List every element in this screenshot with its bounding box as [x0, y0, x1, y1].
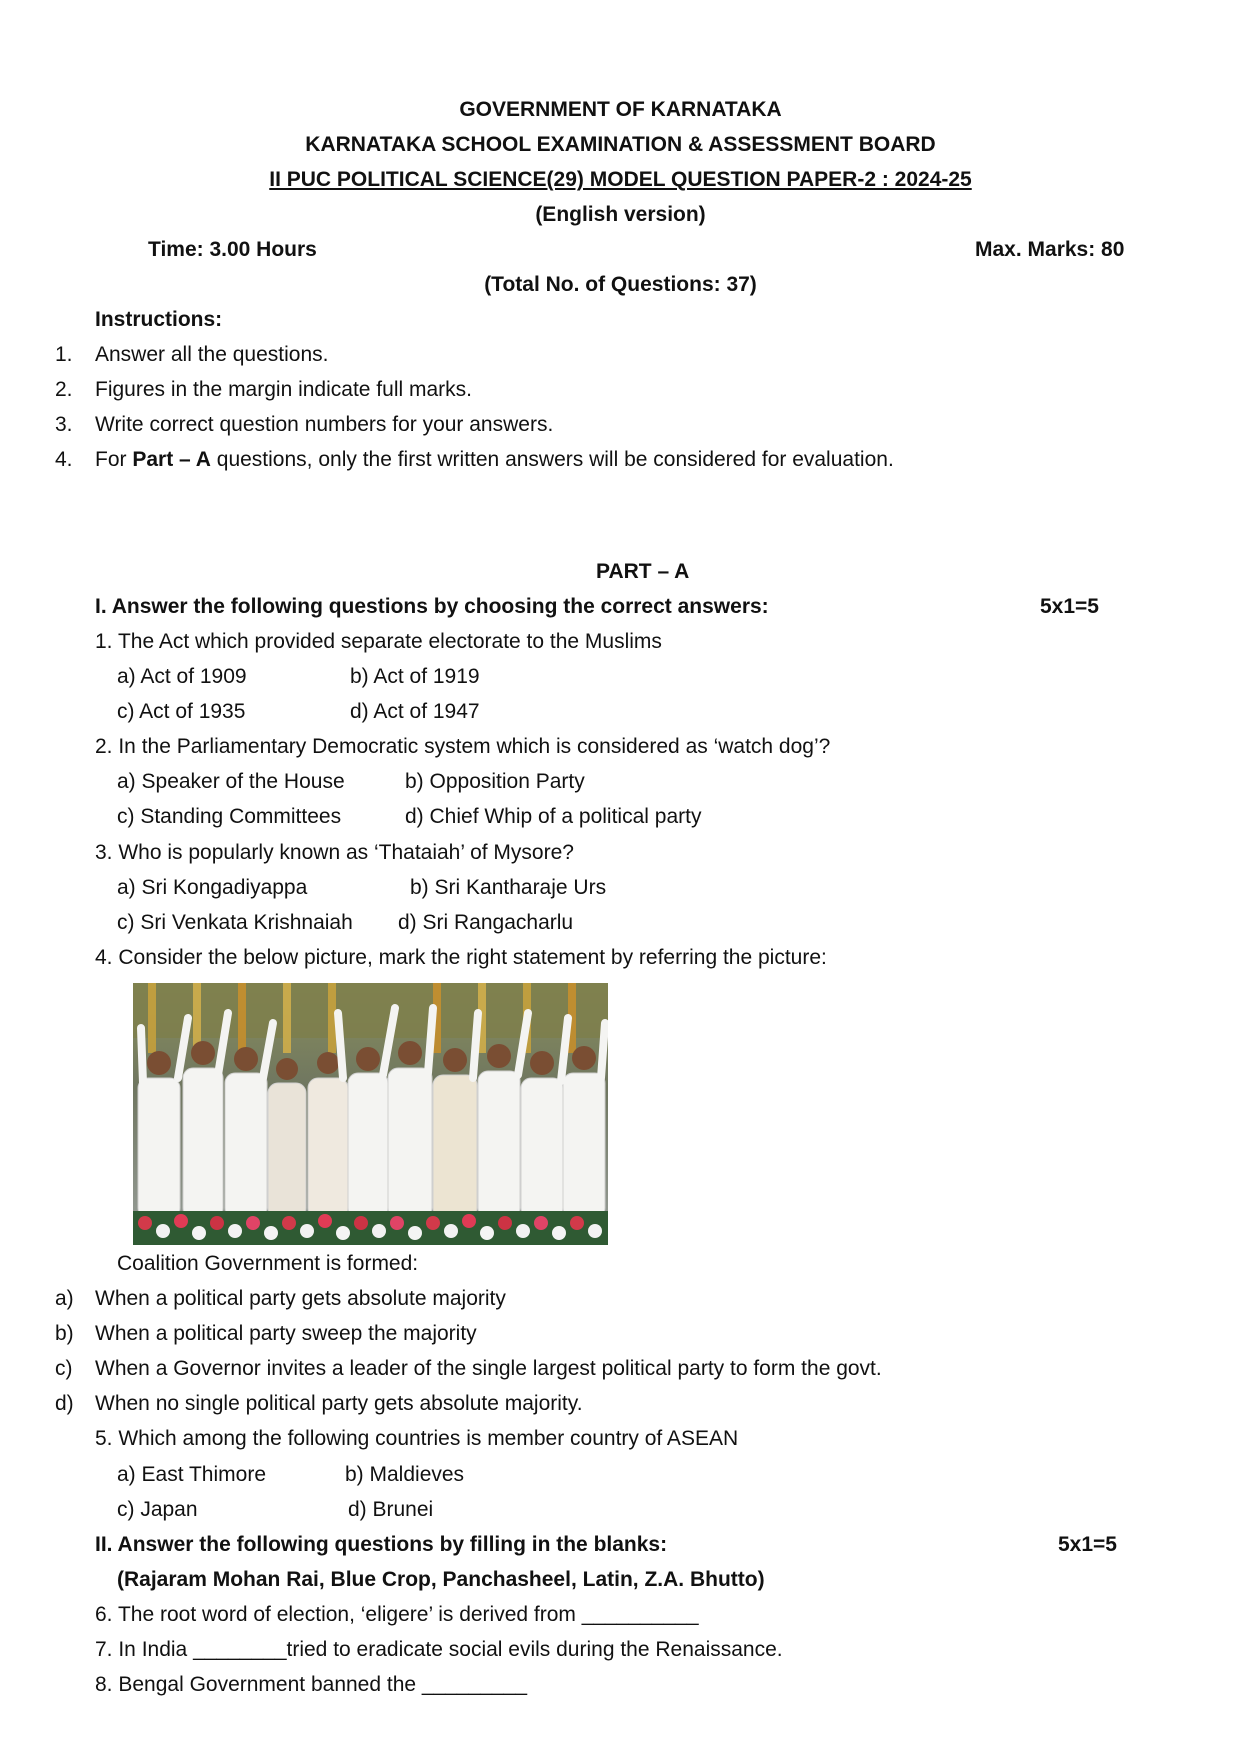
question-7: 7. In India ________tried to eradicate social evils during the Renaissance.	[95, 1638, 783, 1661]
instruction-text: Write correct question numbers for your answers.	[95, 413, 554, 436]
instruction-num: 3.	[55, 413, 73, 436]
instructions-heading: Instructions:	[95, 308, 223, 331]
header-title	[0, 167, 1241, 193]
q4-caption: Coalition Government is formed:	[117, 1252, 419, 1275]
section-1-marks: 5x1=5	[1040, 595, 1099, 618]
header-version: (English version)	[535, 203, 706, 226]
q5-option-d: d) Brunei	[348, 1498, 434, 1521]
q2-option-a: a) Speaker of the House	[117, 770, 345, 793]
q4-option-label: b)	[55, 1322, 74, 1345]
question-2: 2. In the Parliamentary Democratic system which is considered as ‘watch dog’?	[95, 735, 831, 758]
time-allowed: Time: 3.00 Hours	[148, 238, 317, 261]
q3-option-d: d) Sri Rangacharlu	[398, 911, 574, 934]
q4-option-text: When a political party gets absolute majority	[95, 1287, 506, 1310]
header-line-1: GOVERNMENT OF KARNATAKA	[459, 98, 782, 121]
q3-option-c: c) Sri Venkata Krishnaiah	[117, 911, 353, 934]
coalition-photo	[133, 983, 608, 1245]
q4-option-text: When no single political party gets absolute majority.	[95, 1392, 583, 1415]
section-2-marks: 5x1=5	[1058, 1533, 1117, 1556]
question-4: 4. Consider the below picture, mark the right statement by referring the picture:	[95, 946, 827, 969]
header-line-2: KARNATAKA SCHOOL EXAMINATION & ASSESSMENT BOARD	[305, 133, 936, 156]
section-2-heading: II. Answer the following questions by filling in the blanks:	[95, 1533, 668, 1556]
part-a-title: PART – A	[596, 560, 690, 583]
q2-option-b: b) Opposition Party	[405, 770, 585, 793]
instruction-num: 4.	[55, 448, 73, 471]
instruction-bold: Part – A	[132, 448, 211, 471]
question-3: 3. Who is popularly known as ‘Thataiah’ of Mysore?	[95, 841, 574, 864]
question-8: 8. Bengal Government banned the _________	[95, 1673, 528, 1696]
question-1: 1. The Act which provided separate electorate to the Muslims	[95, 630, 662, 653]
q1-option-b: b) Act of 1919	[350, 665, 480, 688]
q1-option-a: a) Act of 1909	[117, 665, 247, 688]
q4-option-label: d)	[55, 1392, 74, 1415]
fill-blank-choices: (Rajaram Mohan Rai, Blue Crop, Panchasheel, Latin, Z.A. Bhutto)	[117, 1568, 765, 1591]
instruction-text: Answer all the questions.	[95, 343, 329, 366]
q5-option-a: a) East Thimore	[117, 1463, 266, 1486]
q1-option-d: d) Act of 1947	[350, 700, 480, 723]
paper-title: II PUC POLITICAL SCIENCE(29) MODEL QUESTION PAPER-2 : 2024-25	[269, 168, 972, 191]
q4-option-text: When a Governor invites a leader of the single largest political party to form the govt.	[95, 1357, 882, 1380]
instruction-num: 1.	[55, 343, 73, 366]
section-1-heading: I. Answer the following questions by choosing the correct answers:	[95, 595, 769, 618]
instruction-text	[95, 447, 894, 473]
q5-option-b: b) Maldieves	[345, 1463, 465, 1486]
q3-option-b: b) Sri Kantharaje Urs	[410, 876, 607, 899]
q5-option-c: c) Japan	[117, 1498, 198, 1521]
instruction-text: Figures in the margin indicate full marks.	[95, 378, 472, 401]
q4-option-label: a)	[55, 1287, 74, 1310]
q2-option-d: d) Chief Whip of a political party	[405, 805, 702, 828]
q1-option-c: c) Act of 1935	[117, 700, 246, 723]
q4-option-text: When a political party sweep the majority	[95, 1322, 477, 1345]
max-marks: Max. Marks: 80	[975, 238, 1125, 261]
question-6: 6. The root word of election, ‘eligere’ is derived from __________	[95, 1603, 699, 1626]
instruction-num: 2.	[55, 378, 73, 401]
instruction-pre: For	[95, 448, 133, 471]
instruction-post: questions, only the first written answers will be considered for evaluation.	[210, 448, 894, 471]
question-5: 5. Which among the following countries is member country of ASEAN	[95, 1427, 739, 1450]
q3-option-a: a) Sri Kongadiyappa	[117, 876, 308, 899]
q2-option-c: c) Standing Committees	[117, 805, 342, 828]
q4-option-label: c)	[55, 1357, 73, 1380]
total-questions: (Total No. of Questions: 37)	[484, 273, 757, 296]
